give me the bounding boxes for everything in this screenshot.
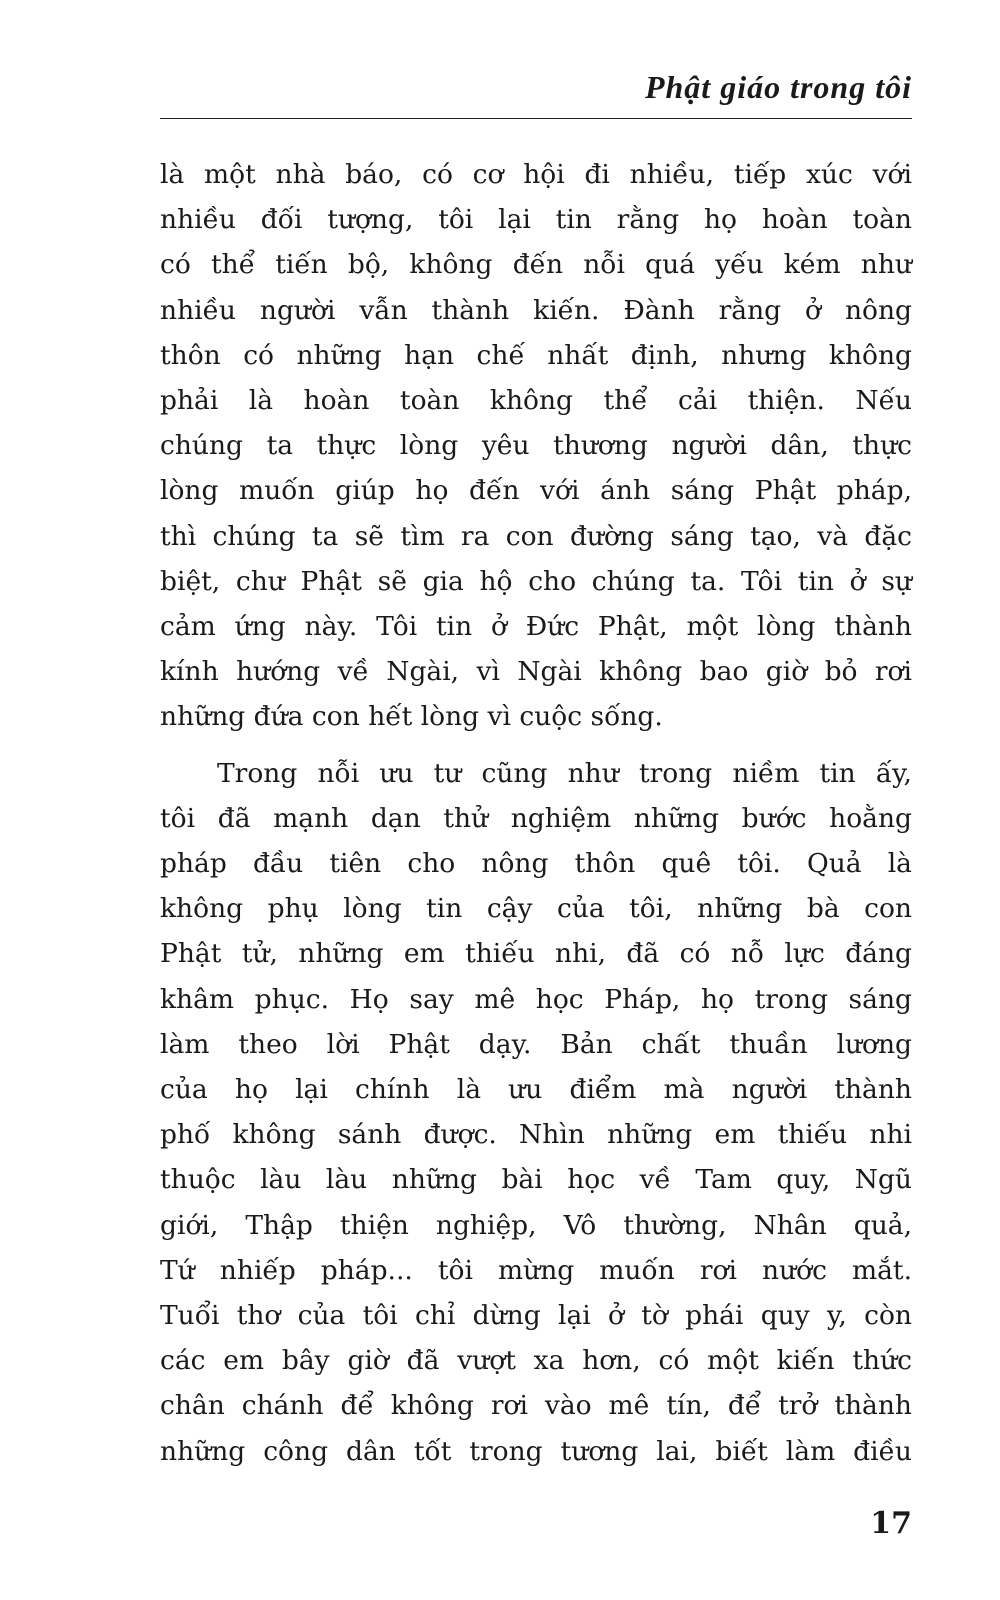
text-line: pháp đầu tiên cho nông thôn quê tôi. Quả là <box>160 848 912 880</box>
text-line: các em bây giờ đã vượt xa hơn, có một kiến thức <box>160 1345 912 1377</box>
text-line: giới, Thập thiện nghiệp, Vô thường, Nhân quả, <box>160 1209 912 1241</box>
paragraph-2 <box>160 751 912 1474</box>
text-line: nhiều đối tượng, tôi lại tin rằng họ hoàn toàn <box>160 204 912 236</box>
text-line: có thể tiến bộ, không đến nỗi quá yếu kém như <box>160 249 912 281</box>
text-line: lòng muốn giúp họ đến với ánh sáng Phật pháp, <box>160 475 912 507</box>
text-line: là một nhà báo, có cơ hội đi nhiều, tiếp xúc với <box>160 159 912 190</box>
paragraph-1 <box>160 152 912 740</box>
text-line: Phật tử, những em thiếu nhi, đã có nỗ lực đáng <box>160 938 912 970</box>
text-line: khâm phục. Họ say mê học Pháp, họ trong sáng <box>160 983 912 1015</box>
text-line: những công dân tốt trong tương lai, biết làm điều <box>160 1435 912 1467</box>
page-number: 17 <box>870 1506 912 1541</box>
text-line: thì chúng ta sẽ tìm ra con đường sáng tạo, và đặc <box>160 520 912 552</box>
text-line: chúng ta thực lòng yêu thương người dân, thực <box>160 430 912 462</box>
body-text <box>160 152 912 1474</box>
text-line: Trong nỗi ưu tư cũng như trong niềm tin ấy, <box>217 757 912 789</box>
text-line: của họ lại chính là ưu điểm mà người thành <box>160 1074 912 1106</box>
text-line: Tuổi thơ của tôi chỉ dừng lại ở tờ phái quy y, còn <box>160 1300 912 1332</box>
text-line: nhiều người vẫn thành kiến. Đành rằng ở nông <box>160 294 912 326</box>
header-rule <box>160 118 912 119</box>
text-line: tôi đã mạnh dạn thử nghiệm những bước hoằng <box>160 802 912 834</box>
text-line: biệt, chư Phật sẽ gia hộ cho chúng ta. Tôi tin ở sự <box>160 565 912 597</box>
text-line: cảm ứng này. Tôi tin ở Đức Phật, một lòng thành <box>160 611 912 643</box>
text-line: kính hướng về Ngài, vì Ngài không bao giờ bỏ rơi <box>160 656 912 688</box>
text-line: thuộc làu làu những bài học về Tam quy, Ngũ <box>160 1164 912 1196</box>
text-line: làm theo lời Phật dạy. Bản chất thuần lương <box>160 1028 912 1060</box>
text-line: những đứa con hết lòng vì cuộc sống. <box>160 701 663 733</box>
text-line: không phụ lòng tin cậy của tôi, những bà con <box>160 893 912 925</box>
text-line: phải là hoàn toàn không thể cải thiện. Nếu <box>160 385 912 417</box>
text-line: phố không sánh được. Nhìn những em thiếu nhi <box>160 1119 912 1151</box>
text-line: chân chánh để không rơi vào mê tín, để trở thành <box>160 1390 912 1422</box>
running-header-title: Phật giáo trong tôi <box>644 69 912 105</box>
text-line: Tứ nhiếp pháp... tôi mừng muốn rơi nước mắt. <box>160 1254 912 1286</box>
text-line: thôn có những hạn chế nhất định, nhưng không <box>160 339 912 371</box>
